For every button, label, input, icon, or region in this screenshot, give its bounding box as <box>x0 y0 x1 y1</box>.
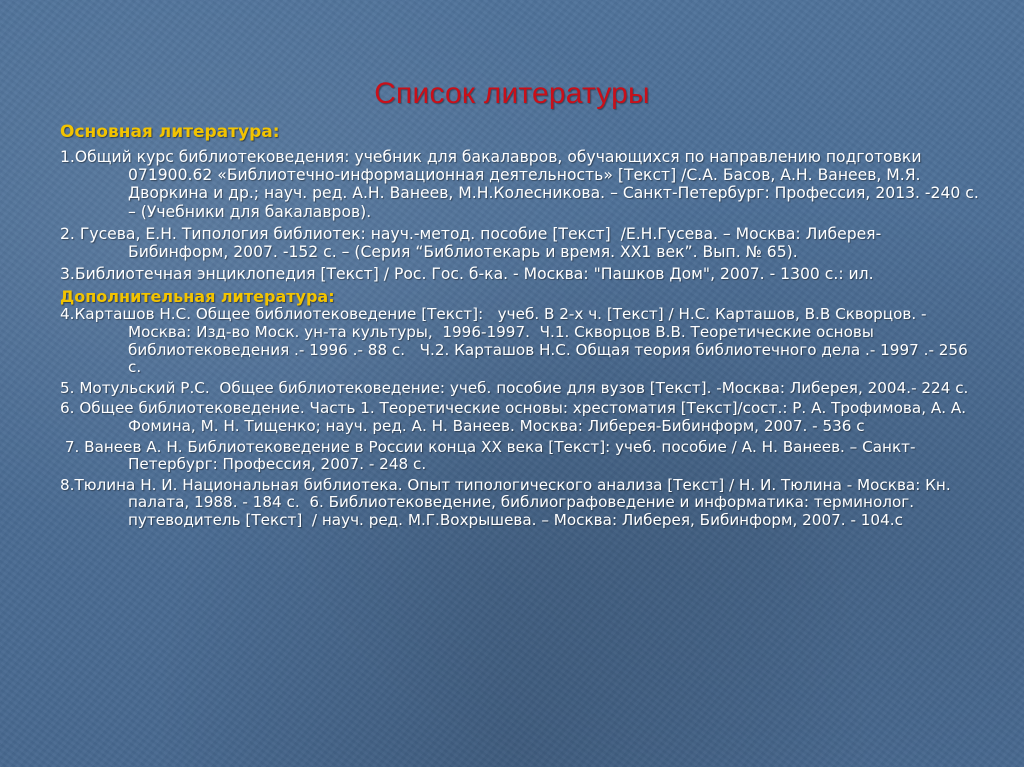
bibliography-entry-2: 2. Гусева, Е.Н. Типология библиотек: науч.-метод. пособие [Текст] /Е.Н.Гусева. – Москва: Либерея-Бибинформ, 2007. -152 с. – (Серия “Библиотекарь и время. XX1 век”. Вып. № 65). <box>60 224 882 262</box>
bibliography-entry-1: 1.Общий курс библиотековедения: учебник для бакалавров, обучающихся по направлению подготовки 071900.62 «Библиотечно-информационная деятельность» [Текст] /С.А. Басов, А.Н. Ванеев, М.Я. Дворкина и др.; науч. ред. А.Н. Ванеев, М.Н.Колесникова. – Санкт-Петербург: Профессия, 2013. -240 с. – (Учебники для бакалавров). <box>60 148 984 221</box>
bibliography-entry-3: 3.Библиотечная энциклопедия [Текст] / Рос. Гос. б-ка. - Москва: "Пашков Дом", 2007. - 1300 с.: ил. <box>60 265 874 284</box>
bibliography-entry-6: 6. Общее библиотековедение. Часть 1. Теоретические основы: хрестоматия [Текст]/сост.: Р. А. Трофимова, А. А. Фомина, М. Н. Тищенко; науч. ред. А. Н. Ванеев. Москва: Либерея-Бибинформ, 2007. - 536 с <box>60 399 976 435</box>
additional-literature-heading: Дополнительная литература: <box>60 287 335 307</box>
bibliography-entry-5: 5. Мотульский Р.С. Общее библиотековедение: учеб. пособие для вузов [Текст]. -Москва: Либерея, 2004.- 224 с. <box>60 378 969 397</box>
main-literature-heading: Основная литература: <box>60 122 280 142</box>
bibliography-entry-4: 4.Карташов Н.С. Общее библиотековедение [Текст]: учеб. В 2-х ч. [Текст] / Н.С. Карташов, В.В Скворцов. - Москва: Изд-во Моск. ун-та культуры, 1996-1997. Ч.1. Скворцов В.В. Теоретические основы библиотековедения .- 1996 .- 88 с. Ч.2. Карташов Н.С. Общая теория библиотечного дела .- 1997 .- 256 с. <box>60 305 973 377</box>
bibliography-entry-7: 7. Ванеев А. Н. Библиотековедение в России конца XX века [Текст]: учеб. пособие / А. Н. Ванеев. – Санкт-Петербург: Профессия, 2007. - 248 с. <box>60 437 916 474</box>
bibliography-list <box>60 122 984 533</box>
bibliography-entry-8: 8.Тюлина Н. И. Национальная библиотека. Опыт типологического анализа [Текст] / Н. И. Тюлина - Москва: Кн. палата, 1988. - 184 с. 6. Библиотековедение, библиографоведение и информатика: терминолог. путеводитель [Текст] / науч. ред. М.Г.Вохрышева. – Москва: Либерея, Бибинформ, 2007. - 104.с <box>60 475 956 529</box>
slide-title: Список литературы <box>374 77 650 110</box>
